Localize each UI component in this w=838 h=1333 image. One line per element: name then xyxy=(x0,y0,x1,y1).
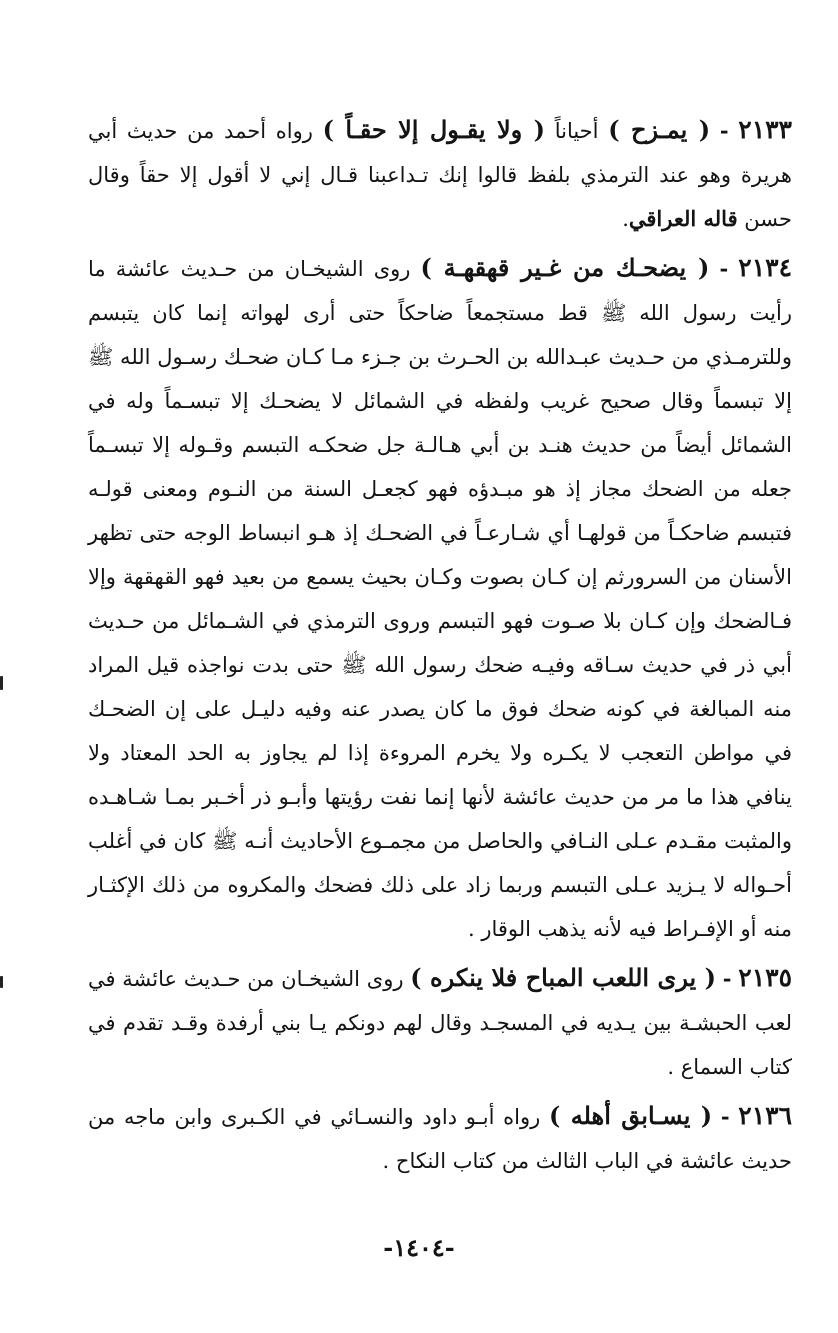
entry-citation-bold: قاله العراقي xyxy=(628,206,738,231)
entry-number: ٢١٣٦ xyxy=(738,1101,792,1130)
entry-text: روى الشيخـان من حـديث عائشة ما رأيت رسول الله ﷺ قط مستجمعاً ضاحكاً حتى أرى لهواته إنما كان يتبسم وللترمـذي من حـديث عبـدالله بن الحـرث بن جـزء مـا كـان ضحـك رسـول الله ﷺ إلا تبسماً وقال صحيح غريب ولفظه في الشمائل لا يضحـك إلا تبسـماً وله في الشمائل أيضاً من حديث هنـد بن أبي هـالـة جل ضحكـه التبسم وقـوله إلا تبسـماً جعله من الضحك مجاز إذ هو مبـدؤه فهو كجعـل السنة من النـوم ومعنى قولـه فتبسم ضاحكـاً من قولهـا أي شـارعـاً في الضحـك إذ هـو انبساط الوجه حتى تظهر الأسنان من السرورثم إن كـان بصوت وكـان بحيث يسمع من بعيد فهو القهقهة وإلا فـالضحك وإن كـان بلا صـوت فهو التبسم وروى الترمذي في الشـمائل من حـديث أبي ذر في حديث سـاقه وفيـه ضحك رسول الله ﷺ حتى بدت نواجذه قيل المراد منه المبالغة في كونه ضحك فوق ما كان يصدر عنه وفيه دليـل على إن الضحـك في مواطن التعجب لا يكـره ولا يخرم المروءة إذا لم يجاوز به الحد المعتاد ولا ينافي هذا ما مر من حديث عائشة لأنها إنما نفت رؤيتها وأبـو ذر أخـبر بمـا شـاهـده والمثبت مقـدم عـلى النـافي والحاصل من مجمـوع الأحاديث أنـه ﷺ كان في أغلب أحـواله لا يـزيد عـلى التبسم وربما زاد على ذلك فضحك والمكروه من ذلك الإكثـار منه أو الإفـراط فيه لأنه يذهب الوقار xyxy=(88,257,792,941)
scan-edge-mark xyxy=(0,976,3,988)
entry-2135 xyxy=(88,956,792,1089)
entry-heading: ( يسـابق أهله ) xyxy=(548,1101,713,1130)
entry-end: . xyxy=(467,917,482,941)
page-text xyxy=(88,108,792,1208)
entry-number: ٢١٣٣ xyxy=(738,115,792,144)
entry-end: . xyxy=(622,207,629,231)
scan-edge-mark xyxy=(0,676,3,690)
entry-end: . xyxy=(382,1149,396,1173)
entry-2136 xyxy=(88,1094,792,1183)
entry-dash: - xyxy=(719,118,729,143)
entry-2133 xyxy=(88,108,792,241)
entry-heading: ( يرى اللعب المباح فلا ينكره ) xyxy=(410,963,717,992)
entry-text: رواه أحمد من حديث أبي هريرة وهو عند الترمذي بلفظ قالوا إنك تـداعبنا قـال إني لا أقول إلا حقاً وقال حسن xyxy=(88,119,792,231)
entry-heading: ( يضحـك من غـير قهقهـة ) xyxy=(420,253,710,282)
page-number: -١٤٠٤- xyxy=(383,1233,455,1262)
entry-number: ٢١٣٤ xyxy=(738,253,792,282)
entry-text: روى الشيخـان من حـديث عائشة في لعب الحبشـة بين يـديه في المسجـد وقال لهم دونكم يـا بني أرفدة وقـد تقدم في كتاب السماع xyxy=(88,967,792,1079)
entry-heading-second: ( ولا يقـول إلا حقـاً ) xyxy=(322,115,545,144)
entry-number: ٢١٣٥ xyxy=(738,963,792,992)
entry-end: . xyxy=(667,1055,681,1079)
entry-2134 xyxy=(88,246,792,951)
entry-text: رواه أبـو داود والنسـائي في الكـبرى وابن ماجه من حديث عائشة في الباب الثالث من كتاب النكاح xyxy=(88,1105,792,1173)
entry-heading: ( يمـزح ) xyxy=(608,115,711,144)
entry-dash: - xyxy=(719,256,729,281)
entry-dash: - xyxy=(722,966,732,991)
entry-text: أحياناً xyxy=(544,119,609,143)
entry-dash: - xyxy=(720,1104,730,1129)
